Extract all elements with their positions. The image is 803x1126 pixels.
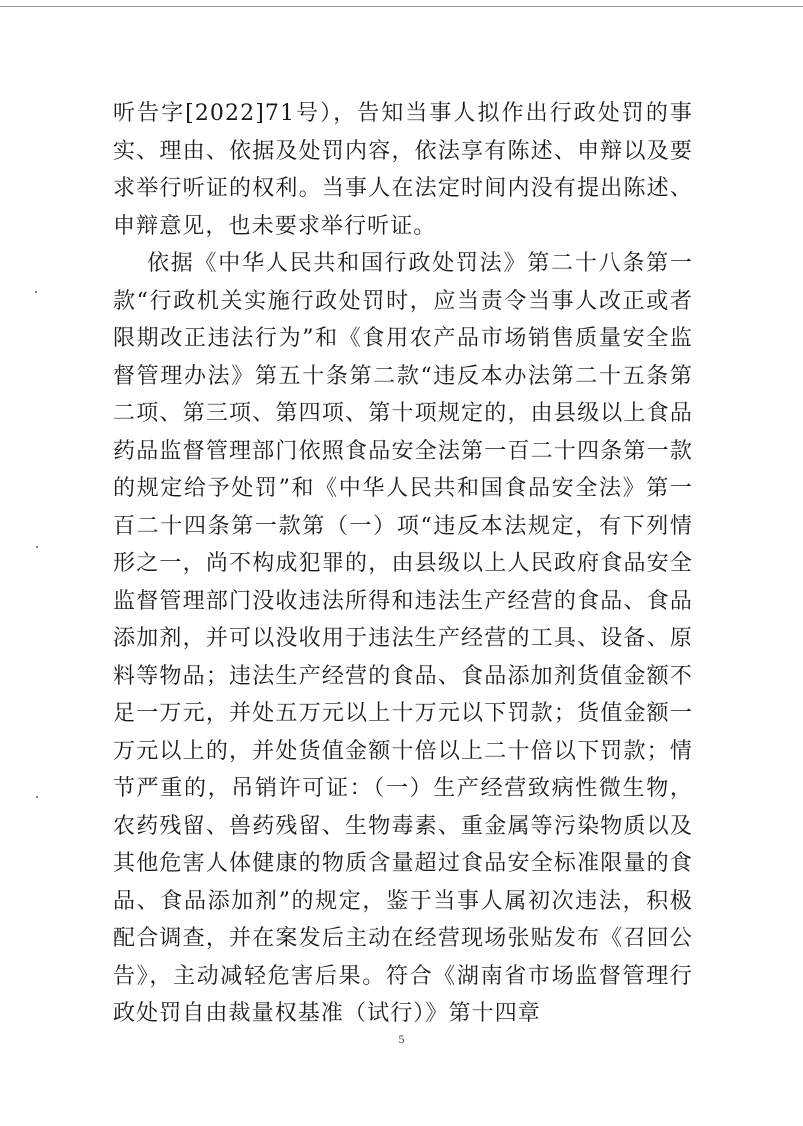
- scan-speck: [35, 291, 37, 293]
- scan-speck: [36, 796, 38, 798]
- paragraph-continued: 听告字[2022]71号），告知当事人拟作出行政处罚的事实、理由、依据及处罚内容，依法享有陈述、申辩以及要求举行听证的权利。当事人在法定时间内没有提出陈述、申辩意见，也未要求举行听证。: [113, 101, 693, 239]
- scan-top-edge: [0, 6, 803, 7]
- page-number: 5: [398, 1032, 405, 1046]
- document-body: [113, 95, 693, 1033]
- paragraph-legal-basis: 依据《中华人民共和国行政处罚法》第二十八条第一款“行政机关实施行政处罚时，应当责令当事人改正或者限期改正违法行为”和《食用农产品市场销售质量安全监督管理办法》第五十条第二款“违反本办法第二十五条第二项、第三项、第四项、第十项规定的，由县级以上食品药品监督管理部门依照食品安全法第一百二十四条第一款的规定给予处罚”和《中华人民共和国食品安全法》第一百二十四条第一款第（一）项“违反本法规定，有下列情形之一，尚不构成犯罪的，由县级以上人民政府食品安全监督管理部门没收违法所得和违法生产经营的食品、食品添加剂，并可以没收用于违法生产经营的工具、设备、原料等物品；违法生产经营的食品、食品添加剂货值金额不足一万元，并处五万元以上十万元以下罚款；货值金额一万元以上的，并处货值金额十倍以上二十倍以下罚款；情节严重的，吊销许可证：（一）生产经营致病性微生物，农药残留、兽药残留、生物毒素、重金属等污染物质以及其他危害人体健康的物质含量超过食品安全标准限量的食品、食品添加剂”的规定，鉴于当事人属初次违法，积极配合调查，并在案发后主动在经营现场张贴发布《召回公告》，主动减轻危害后果。符合《湖南省市场监督管理行政处罚自由裁量权基准（试行）》第十四章: [113, 251, 693, 1026]
- scan-speck: [36, 546, 38, 548]
